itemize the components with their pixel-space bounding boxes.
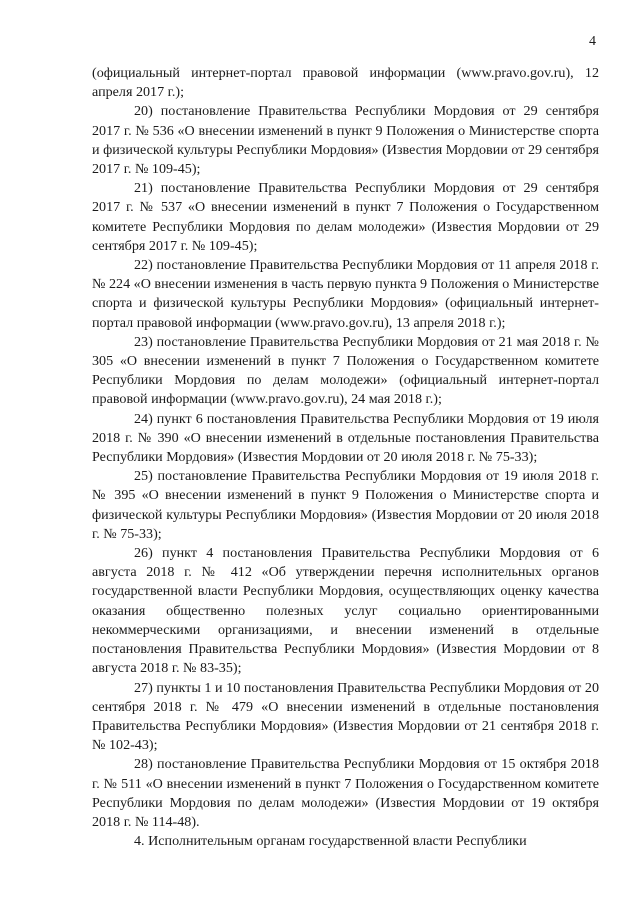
- list-item-22: 22) постановление Правительства Республики Мордовия от 11 апреля 2018 г. № 224 «О внесении изменения в часть первую пункта 9 Положения о Министерстве спорта и физической культуры Республики Мордовия» (официальный интернет-портал правовой информации (www.pravo.gov.ru), 13 апреля 2018 г.);: [92, 257, 599, 331]
- list-item-20: 20) постановление Правительства Республики Мордовия от 29 сентября 2017 г. № 536 «О внесении изменений в пункт 9 Положения о Министерстве спорта и физической культуры Республики Мордовия» (Известия Мордовии от 29 сентября 2017 г. № 109-45);: [92, 103, 599, 178]
- page-number: 4: [589, 34, 596, 49]
- document-body: [92, 64, 599, 851]
- list-item-27: 27) пункты 1 и 10 постановления Правительства Республики Мордовия от 20 сентября 2018 г. № 479 «О внесении изменений в отдельные постановления Правительства Республики Мордовия» (Известия Мордовии от 21 сентября 2018 г. № 102-43);: [92, 679, 599, 754]
- list-item-26: 26) пункт 4 постановления Правительства Республики Мордовия от 6 августа 2018 г. № 412 «Об утверждении перечня исполнительных органов государственной власти Республики Мордовия, осуществляющих оценку качества оказания общественно полезных услуг социально ориентированными некоммерческими организациями, и внесении изменений в отдельные постановления Правительства Республики Мордовия» (Известия Мордовии от 8 августа 2018 г. № 83-35);: [92, 545, 599, 677]
- section-4-start: 4. Исполнительным органам государственной власти Республики: [134, 833, 527, 850]
- paragraph-continuation: (официальный интернет-портал правовой информации (www.pravo.gov.ru), 12 апреля 2017 г.);: [92, 65, 599, 101]
- list-item-24: 24) пункт 6 постановления Правительства Республики Мордовия от 19 июля 2018 г. № 390 «О внесении изменений в отдельные постановления Правительства Республики Мордовия» (Известия Мордовии от 20 июля 2018 г. № 75-33);: [92, 410, 599, 466]
- list-item-23: 23) постановление Правительства Республики Мордовия от 21 мая 2018 г. № 305 «О внесении изменений в пункт 7 Положения о Государственном комитете Республики Мордовия по делам молодежи» (официальный интернет-портал правовой информации (www.pravo.gov.ru), 24 мая 2018 г.);: [92, 333, 599, 408]
- list-item-21: 21) постановление Правительства Республики Мордовия от 29 сентября 2017 г. № 537 «О внесении изменений в пункт 7 Положения о Государственном комитете Республики Мордовия по делам молодежи» (Известия Мордовии от 29 сентября 2017 г. № 109-45);: [92, 180, 599, 254]
- list-item-28: 28) постановление Правительства Республики Мордовия от 15 октября 2018 г. № 511 «О внесении изменений в пункт 7 Положения о Государственном комитете Республики Мордовия по делам молодежи» (Известия Мордовии от 19 октября 2018 г. № 114-48).: [92, 756, 599, 830]
- list-item-25: 25) постановление Правительства Республики Мордовия от 19 июля 2018 г. № 395 «О внесении изменений в пункт 9 Положения о Министерстве спорта и физической культуры Республики Мордовия» (Известия Мордовии от 20 июля 2018 г. № 75-33);: [92, 468, 599, 542]
